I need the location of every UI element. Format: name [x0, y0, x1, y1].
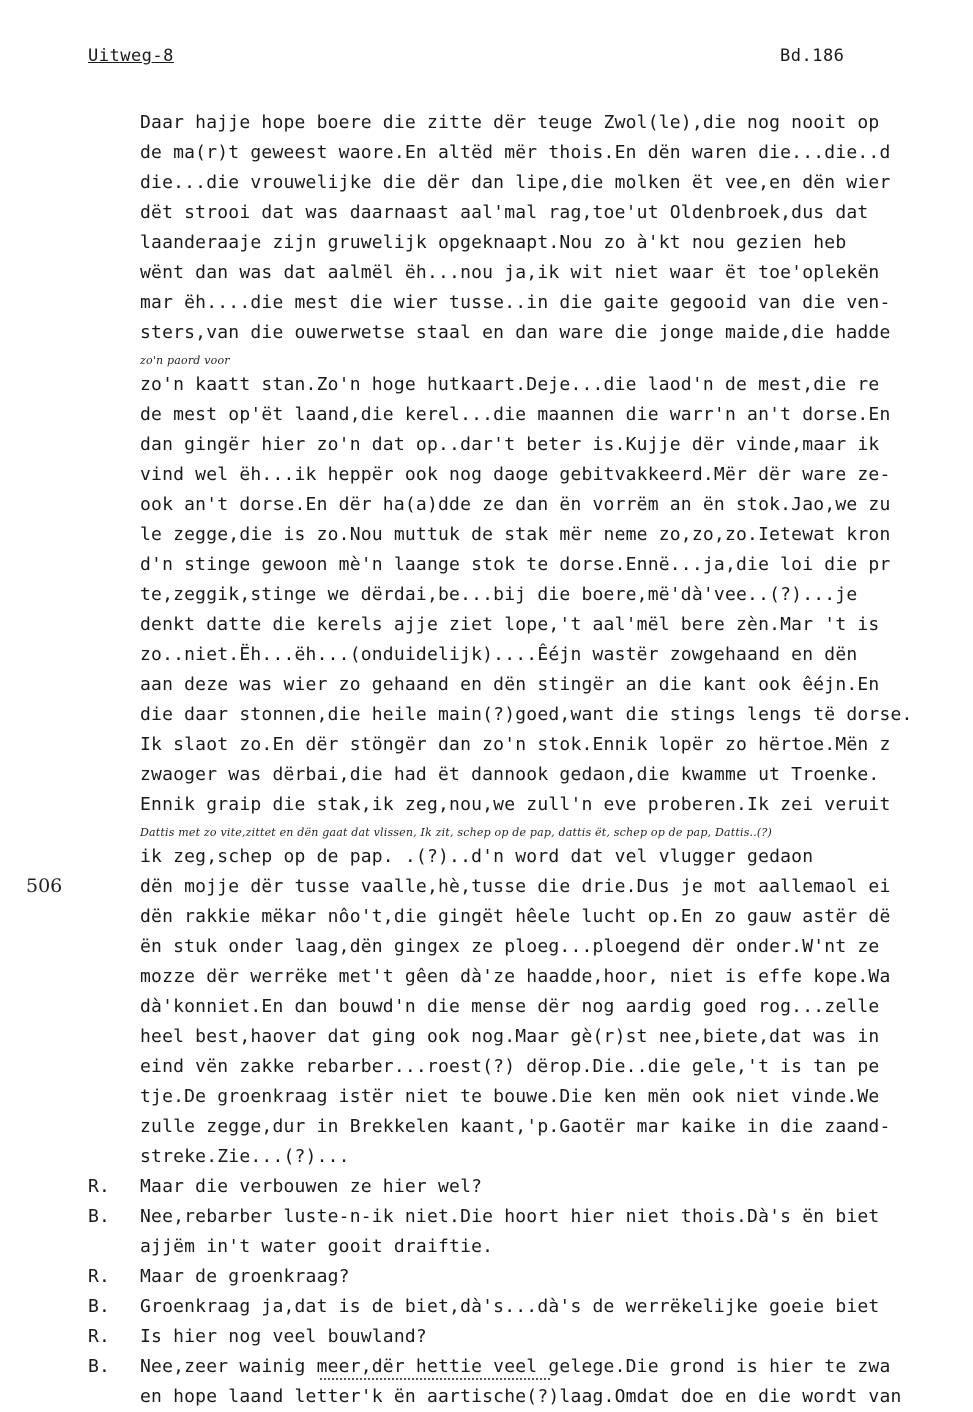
handwritten-annotation [140, 820, 973, 842]
transcript-line [140, 370, 973, 400]
transcript-line [140, 992, 973, 1022]
transcript-line [140, 460, 973, 490]
transcript-line [140, 1232, 973, 1262]
handwritten-annotation [140, 348, 973, 370]
transcript-line [88, 1292, 973, 1322]
line-text: tje.De groenkraag istër niet te bouwe.Die ken mën ook niet vinde.We [140, 1086, 880, 1107]
line-text: dën rakkie mëkar nôo't,die gingët hêele lucht op.En zo gauw astër dë [140, 906, 891, 927]
line-text: vind wel ëh...ik heppër ook nog daoge gebitvakkeerd.Mër dër ware ze- [140, 464, 891, 485]
line-text: heel best,haover dat ging ook nog.Maar gè(r)st nee,biete,dat was in [140, 1026, 880, 1047]
line-text: mar ëh....die mest die wier tusse..in die gaite gegooid van die ven- [140, 292, 891, 313]
line-text: zo'n kaatt stan.Zo'n hoge hutkaart.Deje...die laod'n de mest,die re [140, 374, 880, 395]
line-text: die daar stonnen,die heile main(?)goed,want die stings lengs të dorse. [140, 704, 913, 725]
line-text: Maar die verbouwen ze hier wel? [140, 1176, 483, 1197]
line-text: Nee,zeer wainig meer,dër hettie veel gelege.Die grond is hier te zwa [140, 1356, 891, 1377]
transcript-line [140, 790, 973, 820]
transcript-line [140, 228, 973, 258]
line-text: denkt datte die kerels ajje ziet lope,'t aal'mël bere zèn.Mar 't is [140, 614, 880, 635]
line-text: de ma(r)t geweest waore.En altëd mër thois.En dën waren die...die..d [140, 142, 891, 163]
bottom-dotted-mark [320, 1378, 550, 1386]
transcript-body [88, 108, 973, 1412]
transcript-line [140, 730, 973, 760]
transcript-line [140, 168, 973, 198]
line-text: zo..niet.Ëh...ëh...(onduidelijk)....Êéjn wastër zowgehaand en dën [140, 644, 858, 665]
transcript-line [140, 700, 973, 730]
transcript-line [140, 430, 973, 460]
line-text: die...die vrouwelijke die dër dan lipe,die molken ët vee,en dën wier [140, 172, 891, 193]
line-text: dën mojje dër tusse vaalle,hè,tusse die drie.Dus je mot aallemaol ei [140, 876, 891, 897]
transcript-line [140, 550, 973, 580]
line-text: sters,van die ouwerwetse staal en dan ware die jonge maide,die hadde [140, 322, 891, 343]
speaker-label: B. [88, 1356, 111, 1377]
speaker-label: R. [88, 1266, 111, 1287]
transcript-line [140, 1142, 973, 1172]
line-text: Ennik graip die stak,ik zeg,nou,we zull'n eve proberen.Ik zei veruit [140, 794, 891, 815]
line-text: Groenkraag ja,dat is de biet,dà's...dà's de werrëkelijke goeie biet [140, 1296, 880, 1317]
transcript-line [88, 1322, 973, 1352]
transcript-line [140, 610, 973, 640]
line-text: en hope laand letter'k ën aartische(?)laag.Omdat doe en die wordt van [140, 1386, 902, 1407]
transcript-line [140, 902, 973, 932]
annotation-text: Dattis met zo vite,zittet en dën gaat dat vlissen, Ik zit, schep op de pap, dattis ët, schep op de pap, Dattis..(?) [140, 826, 773, 839]
transcript-line [140, 1382, 973, 1412]
transcript-line [140, 400, 973, 430]
line-text: ajjëm in't water gooit draiftie. [140, 1236, 494, 1257]
line-text: le zegge,die is zo.Nou muttuk de stak mër neme zo,zo,zo.Ietewat kron [140, 524, 891, 545]
page-reference: Bd.186 [780, 46, 845, 66]
document-code: Uitweg-8 [88, 46, 174, 66]
transcript-line [140, 760, 973, 790]
line-text: Is hier nog veel bouwland? [140, 1326, 427, 1347]
transcript-line [140, 1022, 973, 1052]
transcript-line [140, 962, 973, 992]
line-text: Nee,rebarber luste-n-ik niet.Die hoort hier niet thois.Dà's ën biet [140, 1206, 880, 1227]
line-text: mozze dër werrëke met't gêen dà'ze haadde,hoor, niet is effe kope.Wa [140, 966, 891, 987]
annotation-text: zo'n paord voor [140, 354, 230, 367]
line-text: streke.Zie...(?)... [140, 1146, 350, 1167]
line-text: ik zeg,schep op de pap. .(?)..d'n word dat vel vlugger gedaon [140, 846, 814, 867]
transcript-line [140, 932, 973, 962]
transcript-line [140, 318, 973, 348]
transcript-line [88, 1202, 973, 1232]
line-text: eind vën zakke rebarber...roest(?) dërop.Die..die gele,'t is tan pe [140, 1056, 880, 1077]
transcript-line [140, 1082, 973, 1112]
line-text: dët strooi dat was daarnaast aal'mal rag,toe'ut Oldenbroek,dus dat [140, 202, 869, 223]
line-text: aan deze was wier zo gehaand en dën stingër an die kant ook êéjn.En [140, 674, 880, 695]
speaker-label: B. [88, 1296, 111, 1317]
line-text: te,zeggik,stinge we dërdai,be...bij die boere,më'dà'vee..(?)...je [140, 584, 858, 605]
speaker-label: R. [88, 1176, 111, 1197]
line-text: Daar hajje hope boere die zitte dër teuge Zwol(le),die nog nooit op [140, 112, 880, 133]
transcript-line [140, 288, 973, 318]
line-text: de mest op'ët laand,die kerel...die maannen die warr'n an't dorse.En [140, 404, 891, 425]
line-text: zulle zegge,dur in Brekkelen kaant,'p.Gaotër mar kaike in die zaand- [140, 1116, 891, 1137]
transcript-line [140, 198, 973, 228]
transcript-line [140, 138, 973, 168]
transcript-line [140, 580, 973, 610]
speaker-label: R. [88, 1326, 111, 1347]
transcript-line [140, 108, 973, 138]
transcript-line [88, 1172, 973, 1202]
line-text: zwaoger was dërbai,die had ët dannook gedaon,die kwamme ut Troenke. [140, 764, 880, 785]
transcript-line [140, 520, 973, 550]
transcript-line [140, 258, 973, 288]
transcript-line [140, 1112, 973, 1142]
line-text: d'n stinge gewoon mè'n laange stok te dorse.Ennë...ja,die loi die pr [140, 554, 891, 575]
transcript-line [140, 670, 973, 700]
transcript-line [140, 1052, 973, 1082]
line-text: Ik slaot zo.En dër stöngër dan zo'n stok.Ennik lopër zo hërtoe.Mën z [140, 734, 891, 755]
speaker-label: B. [88, 1206, 111, 1227]
transcript-line [88, 1262, 973, 1292]
line-text: dan gingër hier zo'n dat op..dar't beter is.Kujje dër vinde,maar ik [140, 434, 880, 455]
transcript-line [140, 490, 973, 520]
transcript-line [140, 842, 973, 872]
line-text: wënt dan was dat aalmël ëh...nou ja,ik wit niet waar ët toe'oplekën [140, 262, 880, 283]
line-text: ook an't dorse.En dër ha(a)dde ze dan ën vorrëm an ën stok.Jao,we zu [140, 494, 891, 515]
margin-number: 506 [26, 875, 63, 897]
line-text: Maar de groenkraag? [140, 1266, 350, 1287]
transcript-line [140, 640, 973, 670]
line-text: laanderaaje zijn gruwelijk opgeknaapt.Nou zo à'kt nou gezien heb [140, 232, 847, 253]
transcript-line [140, 872, 973, 902]
line-text: ën stuk onder laag,dën gingex ze ploeg...ploegend dër onder.W'nt ze [140, 936, 880, 957]
transcript-line [88, 1352, 973, 1382]
line-text: dà'konniet.En dan bouwd'n die mense dër nog aardig goed rog...zelle [140, 996, 880, 1017]
